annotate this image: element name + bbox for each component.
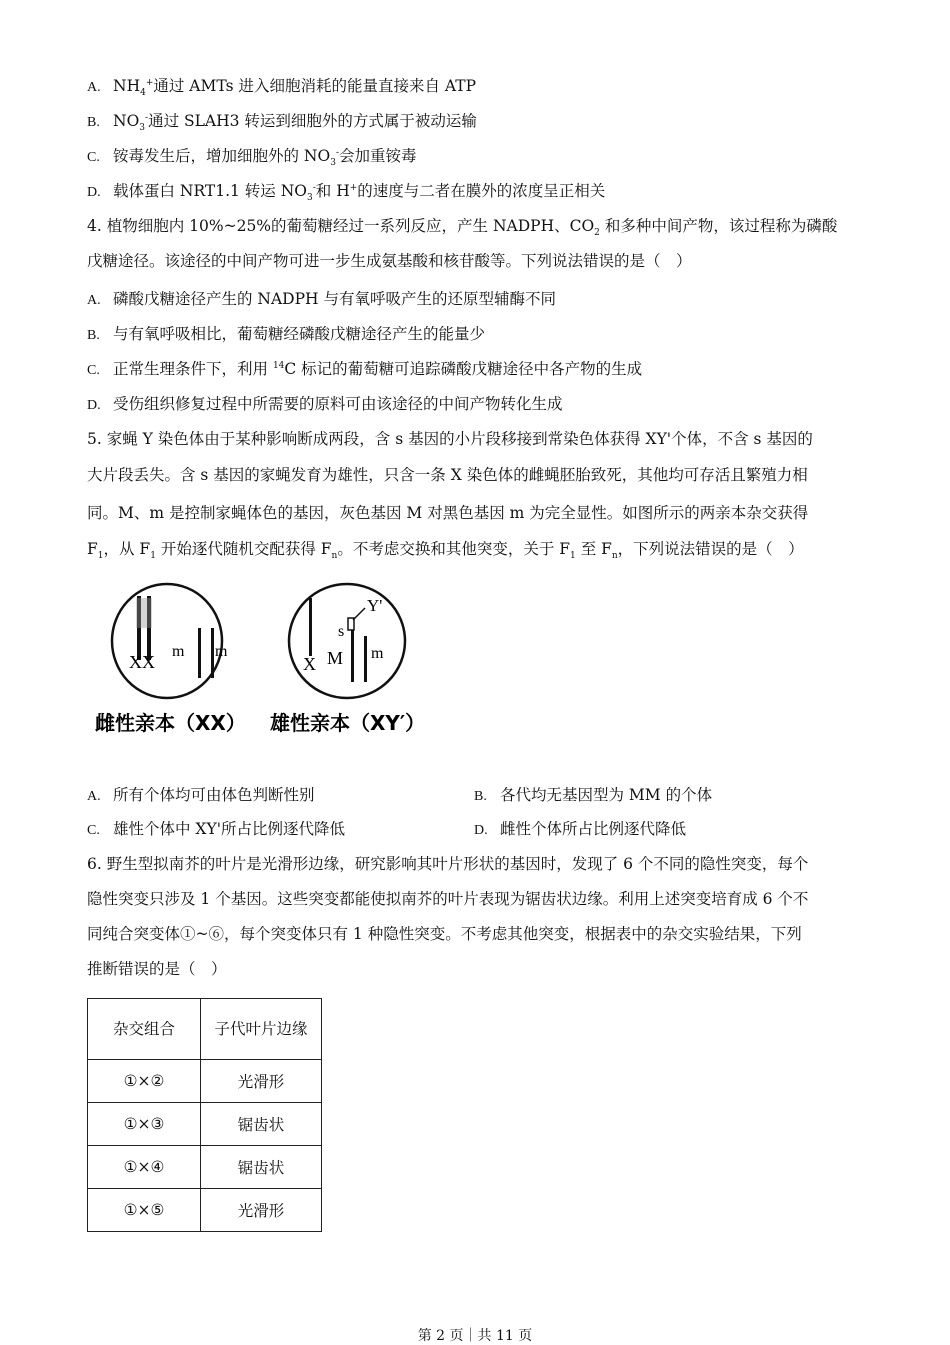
- text-segment: 受伤组织修复过程中所需要的原料可由该途径的中间产物转化生成: [113, 395, 563, 413]
- text-segment: 开始逐代随机交配获得 F: [155, 540, 332, 558]
- male-chrom-label: X: [303, 654, 316, 674]
- female-gene-2: m: [215, 643, 228, 660]
- option-line: [87, 146, 417, 168]
- subscript: 1: [570, 551, 576, 562]
- text-line: [87, 889, 808, 909]
- text-segment: 4. 植物细胞内 10%~25%的葡萄糖经过一系列反应，产生 NADPH、CO: [87, 217, 595, 235]
- subscript: 4: [140, 88, 146, 99]
- cell-result: 锯齿状: [201, 1146, 322, 1189]
- table-row: [88, 1103, 322, 1146]
- option-label: C.: [87, 150, 100, 165]
- option-label: C.: [87, 363, 100, 378]
- text-line: [87, 503, 808, 523]
- option-line: [474, 785, 712, 807]
- option-label: D.: [87, 398, 101, 413]
- subscript: n: [611, 551, 618, 562]
- supscript: 14: [272, 360, 285, 371]
- text-segment: 和多种中间产物，该过程称为磷酸: [599, 217, 838, 235]
- option-label: C.: [87, 823, 100, 838]
- text-segment: ，从 F: [103, 540, 151, 558]
- subscript: 2: [594, 228, 600, 239]
- text-segment: 通过 SLAH3 转运到细胞外的方式属于被动运输: [148, 112, 477, 130]
- text-segment: 所有个体均可由体色判断性别: [113, 786, 315, 804]
- text-segment: 各代均无基因型为 MM 的个体: [500, 786, 713, 804]
- male-y-label: Y': [367, 596, 383, 615]
- option-label: B.: [474, 789, 487, 804]
- text-segment: 戊糖途径。该途径的中间产物可进一步生成氨基酸和核苷酸等。下列说法错误的是（ ）: [87, 252, 692, 270]
- option-line: [87, 324, 485, 346]
- option-line: [87, 394, 563, 416]
- subscript: 1: [97, 551, 104, 562]
- subscript: 1: [150, 551, 156, 562]
- text-segment: ，下列说法错误的是（ ）: [617, 540, 804, 558]
- option-label: A.: [87, 789, 101, 804]
- text-segment: 和 H: [315, 182, 350, 200]
- text-segment: NH: [113, 77, 141, 95]
- text-segment: C 标记的葡萄糖可追踪磷酸戊糖途径中各产物的生成: [284, 360, 643, 378]
- text-line: [87, 465, 808, 485]
- table-row: [88, 1189, 322, 1232]
- male-gene-m: m: [371, 645, 384, 662]
- female-chrom-label: XX: [129, 652, 155, 672]
- option-line: [87, 76, 476, 98]
- option-label: B.: [87, 328, 100, 343]
- text-line: [87, 429, 813, 449]
- table-header-row: [88, 999, 322, 1060]
- male-gene-M: M: [327, 648, 344, 668]
- option-line: [87, 111, 477, 133]
- text-segment: 载体蛋白 NRT1.1 转运 NO: [113, 182, 308, 200]
- text-segment: F: [87, 540, 98, 558]
- text-line: [87, 251, 692, 271]
- cell-result: 锯齿状: [201, 1103, 322, 1146]
- subscript: 3: [330, 158, 336, 169]
- cell-result: 光滑形: [201, 1189, 322, 1232]
- cell-result: 光滑形: [201, 1060, 322, 1103]
- text-segment: 会加重铵毒: [338, 147, 417, 165]
- male-caption: 雄性亲本（XY′）: [270, 711, 426, 735]
- chromosome-figure: [95, 578, 435, 748]
- supscript: +: [349, 182, 358, 193]
- text-segment: 磷酸戊糖途径产生的 NADPH 与有氧呼吸产生的还原型辅酶不同: [113, 290, 556, 308]
- option-line: [87, 289, 556, 311]
- option-line: [87, 819, 345, 841]
- table-row: [88, 1146, 322, 1189]
- text-line: [87, 924, 802, 944]
- cell-cross: ①×⑤: [88, 1189, 201, 1232]
- cell-cross: ①×③: [88, 1103, 201, 1146]
- subscript: 3: [139, 123, 146, 134]
- text-segment: 推断错误的是（ ）: [87, 960, 227, 978]
- page-footer: 第 2 页｜共 11 页: [417, 1328, 533, 1344]
- female-parent-cell: [112, 584, 228, 698]
- female-gene-1: m: [172, 643, 185, 660]
- text-segment: 大片段丢失。含 s 基因的家蝇发育为雄性，只含一条 X 染色体的雌蝇胚胎致死，其他均可存活且繁殖力相: [87, 466, 808, 484]
- text-segment: 5. 家蝇 Y 染色体由于某种影响断成两段，含 s 基因的小片段移接到常染色体获得 XY'个体，不含 s 基因的: [87, 430, 813, 448]
- header-cross: 杂交组合: [88, 999, 201, 1060]
- subscript: 3: [307, 193, 313, 204]
- text-line: [87, 539, 804, 562]
- text-line: [87, 216, 838, 239]
- cell-cross: ①×②: [88, 1060, 201, 1103]
- option-line: [474, 819, 686, 841]
- table-row: [88, 1060, 322, 1103]
- supscript: -: [312, 182, 316, 193]
- supscript: -: [145, 112, 149, 123]
- text-line: [87, 854, 808, 874]
- cross-result-table: [87, 998, 322, 1232]
- option-line: [87, 181, 605, 203]
- text-segment: 6. 野生型拟南芥的叶片是光滑形边缘，研究影响其叶片形状的基因时，发现了 6 个不同的隐性突变，每个: [87, 855, 809, 873]
- text-segment: 至 F: [575, 540, 612, 558]
- option-label: A.: [87, 293, 101, 308]
- option-label: A.: [87, 80, 101, 95]
- text-segment: 同。M、m 是控制家蝇体色的基因，灰色基因 M 对黑色基因 m 为完全显性。如图所示的两亲本杂交获得: [87, 504, 809, 522]
- option-line: [87, 359, 642, 381]
- text-segment: 同纯合突变体①~⑥，每个突变体只有 1 种隐性突变。不考虑其他突变，根据表中的杂交实验结果，下列: [87, 925, 802, 943]
- text-segment: 正常生理条件下，利用: [113, 360, 273, 378]
- text-segment: 铵毒发生后，增加细胞外的 NO: [113, 147, 331, 165]
- female-caption: 雌性亲本（XX）: [95, 711, 246, 735]
- text-segment: 隐性突变只涉及 1 个基因。这些突变都能使拟南芥的叶片表现为锯齿状边缘。利用上述突变培育成 6 个不: [87, 890, 809, 908]
- text-segment: 的速度与二者在膜外的浓度呈正相关: [357, 182, 606, 200]
- male-parent-cell: [289, 584, 405, 698]
- option-label: D.: [474, 823, 488, 838]
- text-segment: NO: [113, 112, 140, 130]
- text-segment: 与有氧呼吸相比，葡萄糖经磷酸戊糖途径产生的能量少: [113, 325, 486, 343]
- text-segment: 通过 AMTs 进入细胞消耗的能量直接来自 ATP: [153, 77, 477, 95]
- cell-cross: ①×④: [88, 1146, 201, 1189]
- supscript: +: [145, 77, 154, 88]
- text-segment: 雄性个体中 XY'所占比例逐代降低: [113, 820, 345, 838]
- supscript: -: [335, 147, 339, 158]
- text-line: [87, 959, 227, 979]
- option-label: B.: [87, 115, 100, 130]
- option-label: D.: [87, 185, 101, 200]
- text-segment: 雌性个体所占比例逐代降低: [500, 820, 687, 838]
- option-line: [87, 785, 315, 807]
- subscript: n: [331, 551, 338, 562]
- header-leaf-edge: 子代叶片边缘: [201, 999, 322, 1060]
- text-segment: 。不考虑交换和其他突变，关于 F: [337, 540, 571, 558]
- male-gene-s: s: [338, 623, 345, 640]
